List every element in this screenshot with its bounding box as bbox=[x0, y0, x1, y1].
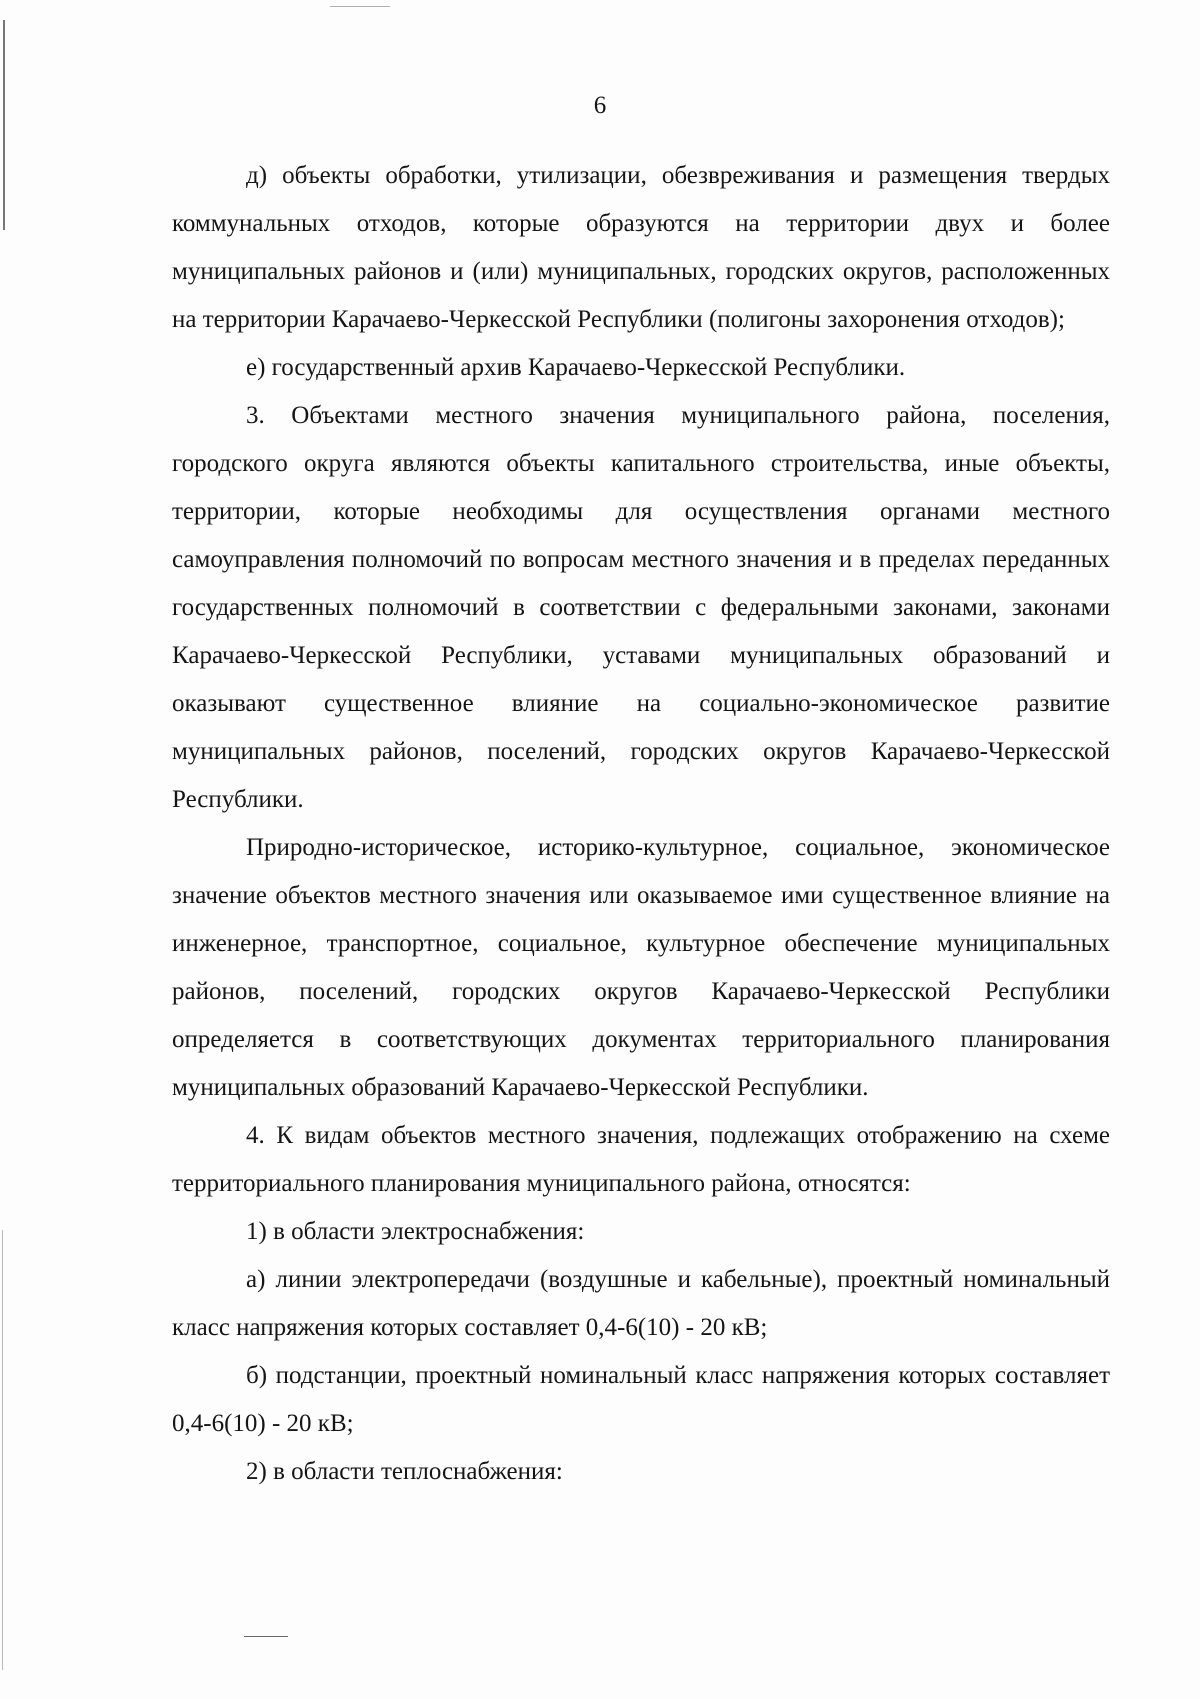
scan-top-line bbox=[330, 6, 390, 7]
paragraph-significance: Природно-историческое, историко-культурное, социальное, экономическое значение объектов местного значения или оказываемое ими существенное влияние на инженерное, транспортное, социальное, культурное обеспечение муниципальных районов, поселений, городских округов Карачаево-Черкесской Республики определяется в соответствующих документах территориального планирования муниципальных образований Карачаево-Черкесской Республики. bbox=[172, 834, 1110, 1101]
document-body bbox=[172, 152, 1110, 1496]
paragraph-a-power-lines: а) линии электропередачи (воздушные и кабельные), проектный номинальный класс напряжения которых составляет 0,4-6(10) - 20 кВ; bbox=[172, 1266, 1110, 1341]
paragraph-3-local-objects: 3. Объектами местного значения муниципального района, поселения, городского округа являются объекты капитального строительства, иные объекты, территории, которые необходимы для осуществления органами местного самоуправления полномочий по вопросам местного значения и в пределах переданных государственных полномочий в соответствии с федеральными законами, законами Карачаево-Черкесской Республики, уставами муниципальных образований и оказывают существенное влияние на социально-экономическое развитие муниципальных районов, поселений, городских округов Карачаево-Черкесской Республики. bbox=[172, 402, 1110, 813]
paragraph-2-heat-supply: 2) в области теплоснабжения: bbox=[246, 1458, 563, 1485]
scan-edge-mark bbox=[3, 20, 5, 230]
paragraph-d-waste-objects: д) объекты обработки, утилизации, обезвреживания и размещения твердых коммунальных отходов, которые образуются на территории двух и более муниципальных районов и (или) муниципальных, городских округов, расположенных на территории Карачаево-Черкесской Республики (полигоны захоронения отходов); bbox=[172, 162, 1110, 333]
paragraph-b-substations: б) подстанции, проектный номинальный класс напряжения которых составляет 0,4-6(10) - 20 кВ; bbox=[172, 1362, 1110, 1437]
scan-edge-mark-lower bbox=[2, 1230, 3, 1670]
paragraph-1-electricity: 1) в области электроснабжения: bbox=[246, 1218, 585, 1245]
paragraph-4-object-types: 4. К видам объектов местного значения, подлежащих отображению на схеме территориального планирования муниципального района, относятся: bbox=[172, 1122, 1110, 1197]
page-number: 6 bbox=[593, 92, 607, 119]
paragraph-e-state-archive: е) государственный архив Карачаево-Черкесской Республики. bbox=[246, 354, 906, 381]
handwritten-underline-mark bbox=[244, 1636, 288, 1637]
